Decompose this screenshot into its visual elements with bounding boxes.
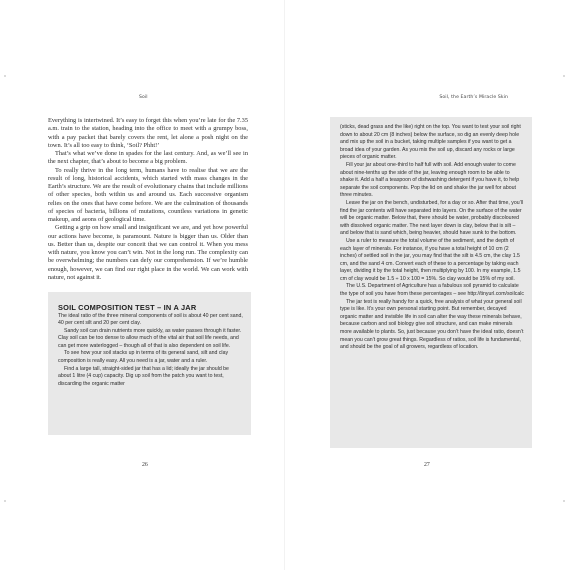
paragraph: Getting a grip on how small and insignificant we are, and yet how powerful our actions have become, is paramount. Nature is bigger than us. Older than us. Better than us, despite our conceit that we can control it. When you mess with nature, you know you can’t win. Not in the long run. The complexity can be overwhelming; the numbers can defy our comprehension. If we’re humble enough, however, we can find our right place in the world. We can work with nature, not against it.: [48, 224, 248, 281]
right-page: [285, 0, 570, 570]
page-number: 26: [142, 462, 148, 468]
paragraph: To really thrive in the long term, humans have to realise that we are the result of long, historical accidents, which started with mass changes in the Earth’s structure. We are the result of evolutionary chains that include millions of other species, both within us and around us. Each successive organism relies on the ones that have come before. We are the culmination of thousands of species of bacteria, billions of mutations, countless variations in genetic makeup, and aeons of geological time.: [48, 166, 248, 223]
box-paragraph: (sticks, dead grass and the like) right on the top. You want to test your soil right down to about 20 cm (8 inches) below the surface, so dig an evenly deep hole and mix up the soil in a bucket, taking multiple samples if you want to get a broad idea of your garden. As you mix the soil up, discard any rocks or large pieces of organic matter.: [340, 124, 521, 161]
sidebar-box: [48, 292, 251, 435]
crop-mark: [4, 75, 6, 77]
running-head: Soil, the Earth’s Miracle Skin: [439, 95, 508, 100]
paragraph: Everything is intertwined. It’s easy to forget this when you’re late for the 7.35 a.m. train to the station, heading into the office to meet with a grumpy boss, with a pay packet that barely covers the rent, let alone a posh night on the town. It’s all too easy to think, ‘Soil? Phht!’: [48, 117, 248, 149]
sidebar-box-content: [340, 124, 524, 352]
box-paragraph: To see how your soil stacks up in terms of its general sand, silt and clay composition is really easy. All you need is a jar, water and a ruler.: [58, 350, 229, 365]
box-paragraph: Sandy soil can drain nutrients more quickly, as water passes through it faster. Clay soil can be too dense to allow much of the vital air that soil life needs, and can get more waterlogged – though all of that is also dependent on soil life.: [58, 327, 242, 349]
box-paragraph: The U.S. Department of Agriculture has a fabulous soil pyramid to calculate the type of soil you have from these percentages – see http://tinyurl.com/soilcalc: [340, 283, 524, 298]
crop-mark: [4, 500, 6, 502]
box-paragraph: Find a large tall, straight-sided jar that has a lid; ideally the jar should be about 1 litre (4 cup) capacity. Dig up soil from the patch you want to test, discarding the organic matter: [58, 365, 229, 387]
box-paragraph: The jar test is really handy for a quick, free analysis of what your general soil type is like. It’s your own personal starting point. But remember, decayed organic matter and invisible life in soil can alter the way these minerals behave, because carbon and soil biology give soil structure, and can make minerals more available to plants. So, just because you don’t have the ideal ratio, doesn’t mean you can’t grow great things. Regardless of ratios, soil life is fundamental, and should be the goal of all growers, regardless of location.: [340, 298, 524, 351]
sidebar-box-content: [58, 303, 243, 388]
running-head: Soil: [139, 95, 148, 100]
paragraph: That’s what we’ve done in spades for the last century. And, as we’ll see in the next chapter, that’s about to become a big problem.: [48, 150, 248, 166]
body-text: [48, 117, 248, 282]
box-paragraph: Leave the jar on the bench, undisturbed, for a day or so. After that time, you’ll find the jar contents will have separated into layers. On the surface of the water will be organic matter. Below that, there should be water, probably discoloured with dissolved organic matter. The next layer down is clay, below that is silt – and below that is sand which, being heavier, should have sunk to the bottom.: [340, 199, 524, 237]
sidebar-box-continued: [330, 117, 532, 448]
box-paragraph: Use a ruler to measure the total volume of the sediment, and the depth of each layer of minerals. For instance, if you have a total height of 10 cm (2 inches) of settled soil in the jar, you may find that the silt is 4.5 cm, the clay 1.5 cm, and the sand 4 cm. Convert each of these to a percentage by taking each layer, dividing it by the total height, then multiplying by 100. In my example, 1.5 cm of clay would be 1.5 ÷ 10 x 100 = 15%. So clay would be 15% of my soil.: [340, 237, 521, 282]
crop-mark: [563, 500, 565, 502]
box-paragraph: The ideal ratio of the three mineral components of soil is about 40 per cent sand, 40 per cent silt and 20 per cent clay.: [58, 312, 243, 327]
crop-mark: [563, 75, 565, 77]
box-paragraph: Fill your jar about one-third to half full with soil. Add enough water to come about nine-tenths up the side of the jar, leaving enough room to be able to shake it. Add a half a teaspoon of dishwashing detergent if you have it, to help separate the soil components. Pop the lid on and shake the jar well for about three minutes.: [340, 161, 520, 199]
page-number: 27: [424, 462, 430, 468]
sidebar-box-title: SOIL COMPOSITION TEST – IN A JAR: [58, 303, 197, 312]
